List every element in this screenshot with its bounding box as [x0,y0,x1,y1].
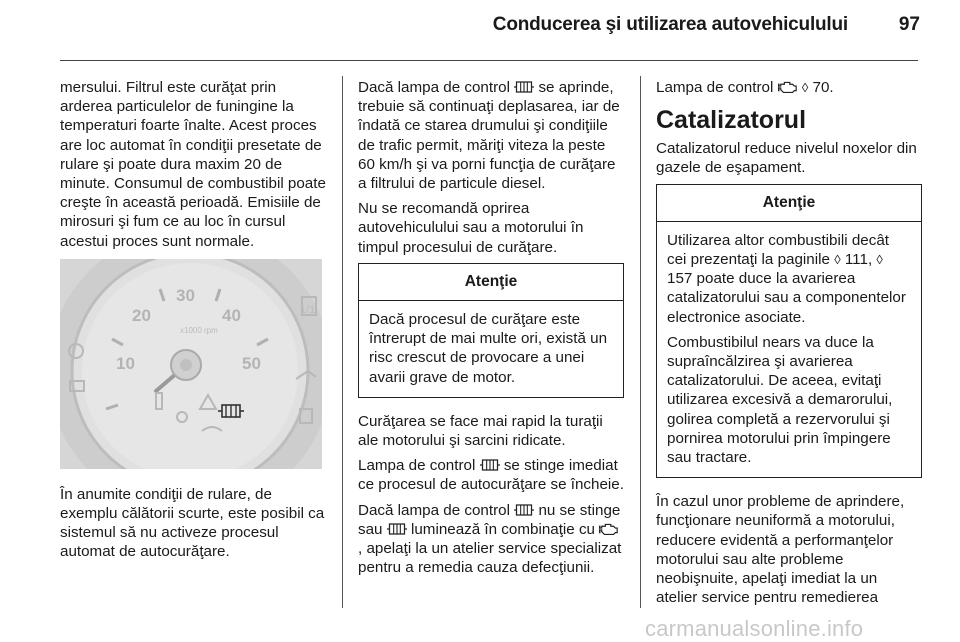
engine-check-icon [599,522,619,536]
page-reference-link[interactable]: 70. [812,79,834,96]
text-run: nu se stinge sau [358,501,621,538]
diesel-particle-filter-icon [514,80,534,94]
running-title: Conducerea şi utilizarea autovehiculului [492,14,848,35]
text-run: , apelaţi la un atelier service specializat pentru a remedia cauza defecţiunii. [358,540,622,577]
gauge-tick-20: 20 [132,305,151,325]
page-reference-link[interactable]: 157 poate duce la avarierea catalizatorului sau a componentelor electronice asociate. [667,270,906,326]
diesel-particle-filter-icon [514,503,534,517]
warning-box [358,263,624,398]
text-run: Dacă lampa de control [358,501,510,519]
page-reference-link[interactable]: 111, [844,251,873,269]
page-reference-icon: ◊ [876,252,883,268]
warning-heading: Atenţie [359,264,623,301]
page-reference-icon: ◊ [801,80,809,95]
text-run: se stinge imediat ce procesul de autocurăţare se încheie. [358,457,624,494]
warning-text: Combustibilul nears va duce la supraîncălzirea şi avarierea catalizatorului. De aceea, evitaţi utilizarea excesivă a demarorului, golirea completă a rezervorului şi pornirea motorului prin împingere sau tractare. [667,333,893,467]
text-run: Lampa de control [656,79,774,96]
text-run: luminează în combinaţie cu [410,520,596,538]
column-divider-2 [640,76,641,608]
warning-text: Dacă procesul de curăţare este întrerupt de mai multe ori, există un risc crescut de provocare a unei avarii grave de motor. [369,311,608,386]
paragraph [358,501,624,578]
paragraph [358,78,624,193]
text-run: Dacă lampa de control [358,79,510,96]
header-rule [60,60,918,61]
gauge-tick-40: 40 [222,305,241,325]
page-header [0,0,960,62]
diesel-particle-filter-icon [387,522,407,536]
watermark: carmanualsonline.info [645,616,864,641]
paragraph: mersului. Filtrul este curăţat prin arderea particulelor de funingine la temperaturi foarte înalte. Acest proces are loc automat în condiţii presetate de rulare şi poate dura maxim 20 de minute. Consumul de combustibil poate creşte în această perioadă. Emisiile de mirosuri şi fum ce au loc în cursul acestui proces sunt normale. [60,79,326,250]
paragraph [656,78,922,97]
column-3 [656,78,922,613]
diesel-particle-filter-icon [480,458,500,472]
warning-box [656,184,922,479]
paragraph: Curăţarea se face mai rapid la turaţii ale motorului şi sarcini ridicate. [358,412,603,450]
column-divider-1 [342,76,343,608]
warning-text [667,231,911,327]
column-1 [60,78,328,568]
instrument-cluster-figure [60,259,322,469]
gauge-unit-label: x1000 rpm [180,325,218,335]
section-heading: Catalizatorul [656,106,807,135]
paragraph [358,456,624,494]
paragraph: Nu se recomandă oprirea autovehiculului sau a motorului în timpul procesului de curăţare. [358,200,584,256]
paragraph: În cazul unor probleme de aprindere, funcţionare neuniformă a motorului, reducere evidentă a performanţelor motorului sau alte probleme neobişnuite, apelaţi imediat la un atelier service pentru remedierea [656,493,905,607]
column-2 [358,78,624,583]
engine-check-icon [778,80,798,94]
text-run: Lampa de control [358,457,476,475]
gauge-tick-10: 10 [116,353,135,373]
diesel-particle-filter-icon [218,405,244,417]
page-reference-icon: ◊ [834,252,841,268]
text-run: se aprinde, trebuie să continuaţi deplasarea, iar de îndată ce starea drumului şi condiţiile de trafic permit, măriţi viteza la peste 60 km/h şi va porni funcţia de curăţare a filtrului de particule diesel. [358,79,620,193]
instrument-cluster-illustration [60,259,322,469]
page-number: 97 [898,14,920,35]
text-run: Utilizarea altor combustibili decât cei prezentaţi la paginile [667,231,889,269]
warning-heading: Atenţie [657,185,921,222]
gauge-tick-50: 50 [242,353,261,373]
gauge-tick-30: 30 [176,285,195,305]
side-indicator-label: 1/1 [300,303,316,316]
paragraph: În anumite condiţii de rulare, de exemplu călătorii scurte, este posibil ca sistemul să nu activeze procesul automat de autocurăţare. [60,485,325,561]
paragraph: Catalizatorul reduce nivelul noxelor din gazele de eşapament. [656,140,917,177]
